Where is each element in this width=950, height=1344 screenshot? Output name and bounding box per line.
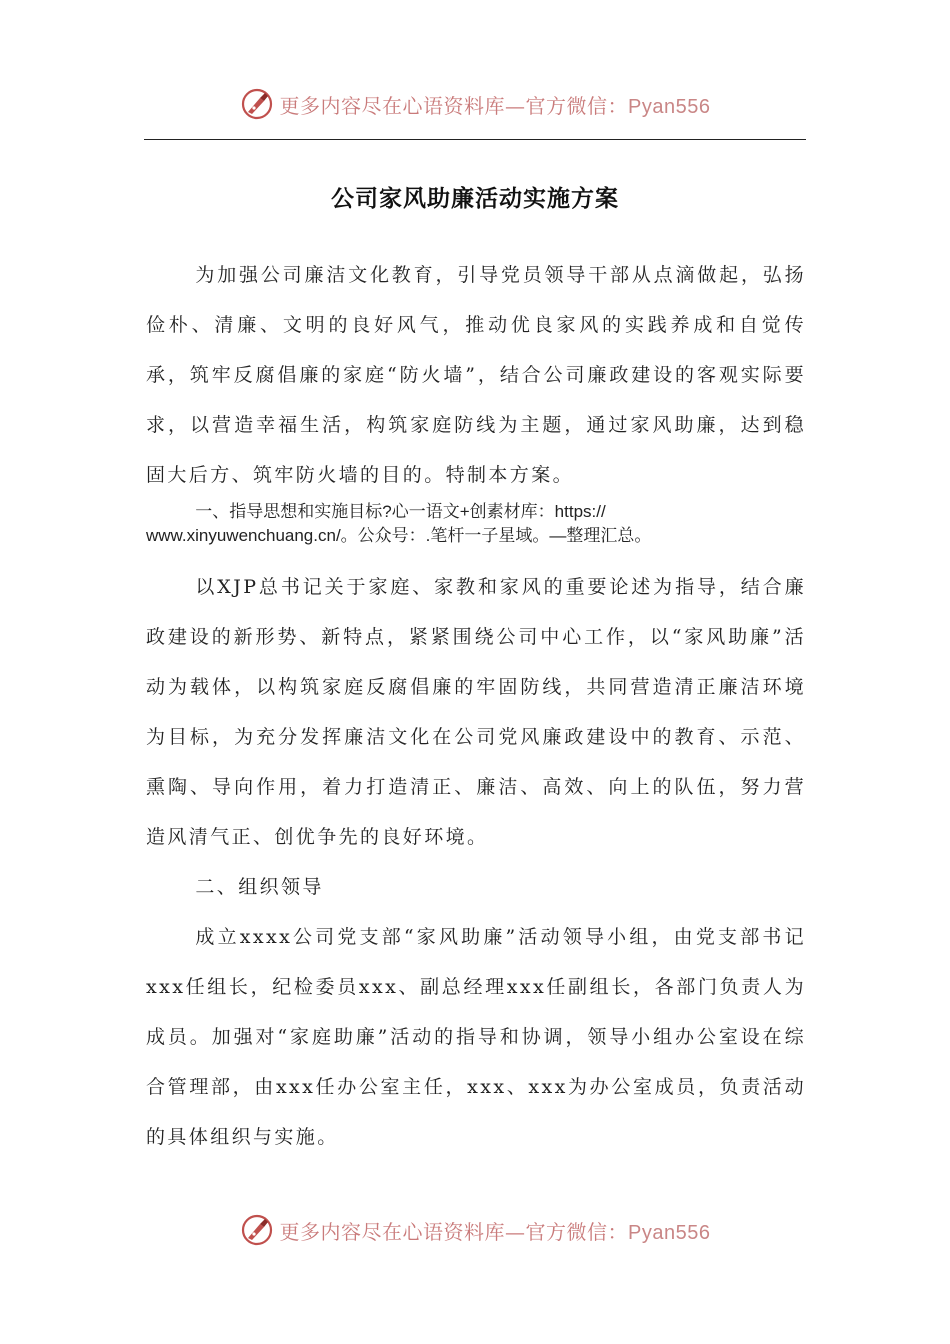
pen-nib-logo-icon	[240, 87, 274, 121]
header-divider	[144, 139, 806, 140]
header-banner-text: 更多内容尽在心语资料库—官方微信：Pyan556	[279, 93, 711, 118]
section-1-paragraph: 以XJP总书记关于家庭、家教和家风的重要论述为指导，结合廉政建设的新形势、新特点，紧紧围绕公司中心工作，以“家风助廉”活动为载体，以构筑家庭反腐倡廉的牢固防线，共同营造清正廉洁环境为目标，为充分发挥廉洁文化在公司党风廉政建设中的教育、示范、熏陶、导向作用，着力打造清正、廉洁、高效、向上的队伍，努力营造风清气正、创优争先的良好环境。	[146, 576, 806, 848]
document-body	[146, 250, 806, 1162]
section-1-heading-line-2: www.xinyuwenchuang.cn/。公众号：.笔杆一子星域。—整理汇总。	[146, 526, 652, 545]
section-2-paragraph: 成立xxxx公司党支部“家风助廉”活动领导小组，由党支部书记xxx任组长，纪检委员xxx、副总经理xxx任副组长，各部门负责人为成员。加强对“家庭助廉”活动的指导和协调，领导小组办公室设在综合管理部，由xxx任办公室主任，xxx、xxx为办公室成员，负责活动的具体组织与实施。	[146, 926, 806, 1148]
header-banner	[0, 82, 950, 126]
pen-nib-logo-icon	[240, 1213, 274, 1247]
document-title: 公司家风助廉活动实施方案	[331, 185, 619, 212]
section-2-heading: 二、组织领导	[195, 876, 324, 898]
section-1-heading-line-1: 一、指导思想和实施目标?心一语文+创素材库：https://	[195, 502, 606, 521]
header-wechat-id: Pyan556	[628, 95, 711, 118]
footer-banner-text: 更多内容尽在心语资料库—官方微信：Pyan556	[279, 1219, 711, 1244]
footer-wechat-id: Pyan556	[628, 1221, 711, 1244]
intro-paragraph: 为加强公司廉洁文化教育，引导党员领导干部从点滴做起，弘扬俭朴、清廉、文明的良好风气，推动优良家风的实践养成和自觉传承，筑牢反腐倡廉的家庭“防火墙”，结合公司廉政建设的客观实际要求，以营造幸福生活，构筑家庭防线为主题，通过家风助廉，达到稳固大后方、筑牢防火墙的目的。特制本方案。	[146, 264, 806, 486]
footer-banner	[0, 1208, 950, 1252]
